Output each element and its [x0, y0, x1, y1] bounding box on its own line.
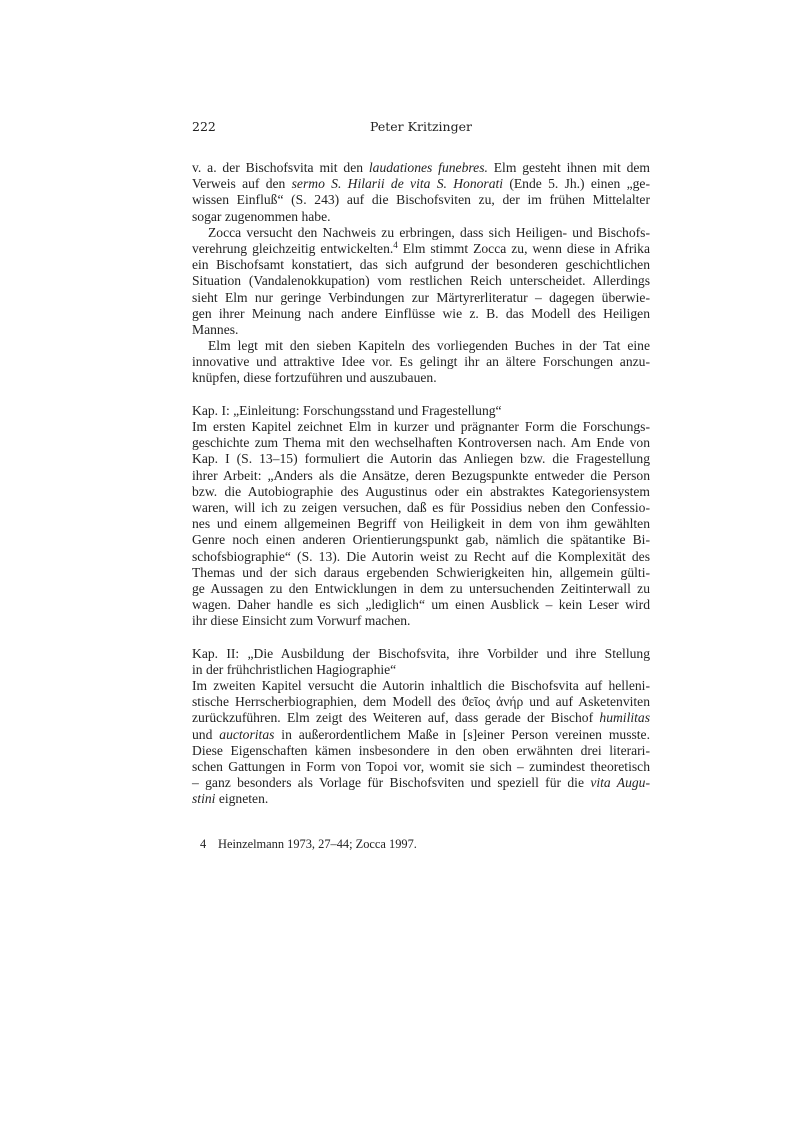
italic-text: sermo S. Hilarii de vita S. Honorati — [291, 176, 504, 192]
page-number: 222 — [192, 119, 216, 134]
text-line — [192, 532, 650, 548]
text-line — [192, 759, 650, 775]
text-line — [192, 338, 650, 354]
text-line — [192, 290, 650, 306]
footnote-number: 4 — [200, 837, 207, 851]
paragraph — [192, 678, 650, 808]
text-run: geschichte zum Thema mit den wechselhaften Kontroversen nach. Am Ende von — [192, 435, 650, 451]
text-run: nes und einem allgemeinen Begriff von Heiligkeit in dem von ihm gewählten — [192, 516, 650, 532]
text-run: wissen Einfluß“ (S. 243) auf die Bischofsviten zu, der im frühen Mittelalter — [192, 192, 650, 208]
text-run: ge Aussagen zu den Entwicklungen in dem zu untersuchenden Zeitinterwall zu — [192, 580, 650, 596]
blank-line — [192, 629, 650, 645]
footnote — [200, 836, 417, 852]
text-run: zurückzuführen. Elm zeigt des Weiteren auf, dass gerade der Bischof — [192, 710, 600, 726]
text-line — [192, 192, 650, 208]
text-line — [192, 468, 650, 484]
text-line — [192, 613, 650, 629]
text-line — [192, 306, 650, 322]
text-run: in außerordentlichem Maße in [s]einer Person vereinen musste. — [274, 726, 650, 742]
text-line — [192, 597, 650, 613]
text-line — [192, 565, 650, 581]
text-run: Situation (Vandalenokkupation) vom restlichen Reich unterscheidet. Allerdings — [192, 273, 650, 289]
text-line — [192, 354, 650, 370]
italic-text: stini — [192, 791, 216, 807]
text-run: waren, will ich zu zeigen versuchen, daß es für Possidius neben den Confessio- — [192, 499, 650, 515]
text-run: innovative und attraktive Idee vor. Es gelingt ihr an ältere Forschungen anzu- — [192, 354, 650, 370]
text-run: sieht Elm nur geringe Verbindungen zur Märtyrerliteratur – dagegen überwie- — [192, 289, 650, 305]
text-run: verehrung gleichzeitig entwickelten. — [192, 240, 394, 256]
text-line — [192, 257, 650, 273]
text-run: Kap. I: „Einleitung: Forschungsstand und Fragestellung“ — [192, 402, 502, 418]
text-line — [192, 791, 650, 807]
body-text — [192, 160, 650, 808]
text-line — [192, 775, 650, 791]
paragraph — [192, 338, 650, 387]
text-line — [192, 403, 650, 419]
text-line — [192, 370, 650, 386]
text-run: Diese Eigenschaften kämen insbesondere in den oben erwähnten drei literari- — [192, 742, 650, 758]
text-run: v. a. der Bischofsvita mit den — [192, 160, 369, 175]
text-run: bzw. die Autobiographie des Augustinus oder ein abstraktes Kategoriensystem — [192, 483, 650, 499]
text-run: in der frühchristlichen Hagiographie“ — [192, 661, 397, 677]
italic-text: laudationes funebres. — [368, 160, 488, 175]
text-run: schen Gattungen in Form von Topoi vor, womit sie sich – zumindest theoretisch — [192, 758, 650, 774]
text-line — [192, 646, 650, 662]
text-run: Elm gesteht ihnen mit dem — [487, 160, 651, 175]
paragraph — [192, 160, 650, 225]
text-line — [192, 160, 650, 176]
text-line — [192, 322, 650, 338]
text-line — [192, 581, 650, 597]
text-run: Mannes. — [192, 321, 239, 337]
text-run: Themas und der sich daraus ergebenden Schwierigkeiten hin, allgemein gülti- — [192, 564, 650, 580]
text-line — [192, 710, 650, 726]
paragraph — [192, 419, 650, 629]
blank-line — [192, 387, 650, 403]
section-heading — [192, 403, 650, 419]
text-run: ihr diese Einsicht zum Vorwurf machen. — [192, 613, 411, 629]
italic-text: auctoritas — [219, 726, 275, 742]
text-run: Verweis auf den — [192, 176, 292, 192]
footnote-text: Heinzelmann 1973, 27–44; Zocca 1997. — [218, 837, 417, 851]
text-run: Elm legt mit den sieben Kapiteln des vorliegenden Buches in der Tat eine — [208, 338, 650, 354]
text-run: Kap. I (S. 13–15) formuliert die Autorin das Anliegen bzw. die Fragestellung — [192, 451, 650, 467]
italic-text: humilitas — [599, 710, 650, 726]
text-run: Elm stimmt Zocca zu, wenn diese in Afrika — [397, 240, 650, 256]
running-head: Peter Kritzinger — [370, 119, 472, 134]
text-run: Im zweiten Kapitel versucht die Autorin inhaltlich die Bischofsvita auf helleni- — [192, 678, 650, 693]
text-line — [192, 209, 650, 225]
text-run: – ganz besonders als Vorlage für Bischofsviten und speziell für die — [192, 775, 591, 791]
text-run: gen ihrer Meinung nach andere Einflüsse wie z. B. das Modell des Heiligen — [192, 305, 650, 321]
text-run: Im ersten Kapitel zeichnet Elm in kurzer und prägnanter Form die Forschungs- — [192, 419, 650, 434]
text-run: Zocca versucht den Nachweis zu erbringen, dass sich Heiligen- und Bischofs- — [208, 224, 650, 240]
paragraph — [192, 225, 650, 338]
text-line — [192, 500, 650, 516]
text-line — [192, 419, 650, 435]
text-run: eigneten. — [215, 791, 269, 807]
text-line — [192, 549, 650, 565]
text-line — [192, 225, 650, 241]
text-run: ihrer Arbeit: „Anders als die Ansätze, deren Bezugspunkte entweder die Person — [192, 467, 650, 483]
text-line — [192, 678, 650, 694]
text-line — [192, 451, 650, 467]
text-run: und — [192, 726, 220, 742]
text-line — [192, 727, 650, 743]
text-line — [192, 743, 650, 759]
text-line — [192, 241, 650, 257]
text-line — [192, 662, 650, 678]
text-run: sogar zugenommen habe. — [192, 208, 331, 224]
text-run: wagen. Daher handle es sich „lediglich“ um einen Ausblick – kein Leser wird — [192, 597, 650, 613]
section-heading — [192, 646, 650, 678]
text-run: (Ende 5. Jh.) einen „ge- — [503, 176, 650, 192]
text-line — [192, 484, 650, 500]
italic-text: vita Augu- — [590, 775, 651, 791]
text-line — [192, 435, 650, 451]
text-line — [192, 694, 650, 710]
footnote-reference: 4 — [393, 239, 398, 250]
text-run: stische Herrscherbiographien, dem Modell des ϑεῖος ἀνήρ und auf Asketenviten — [192, 694, 650, 710]
text-run: schofsbiographie“ (S. 13). Die Autorin weist zu Recht auf die Komplexität des — [192, 548, 650, 564]
text-run: Genre noch einen anderen Orientierungspunkt gab, nämlich die spätantike Bi- — [192, 532, 650, 548]
text-line — [192, 516, 650, 532]
text-run: Kap. II: „Die Ausbildung der Bischofsvita, ihre Vorbilder und ihre Stellung — [192, 645, 650, 661]
page-header — [192, 119, 650, 135]
text-run: knüpfen, diese fortzuführen und auszubauen. — [192, 370, 437, 386]
text-run: ein Bischofsamt konstatiert, das sich aufgrund der besonderen geschichtlichen — [192, 257, 650, 273]
text-line — [192, 273, 650, 289]
text-line — [192, 176, 650, 192]
